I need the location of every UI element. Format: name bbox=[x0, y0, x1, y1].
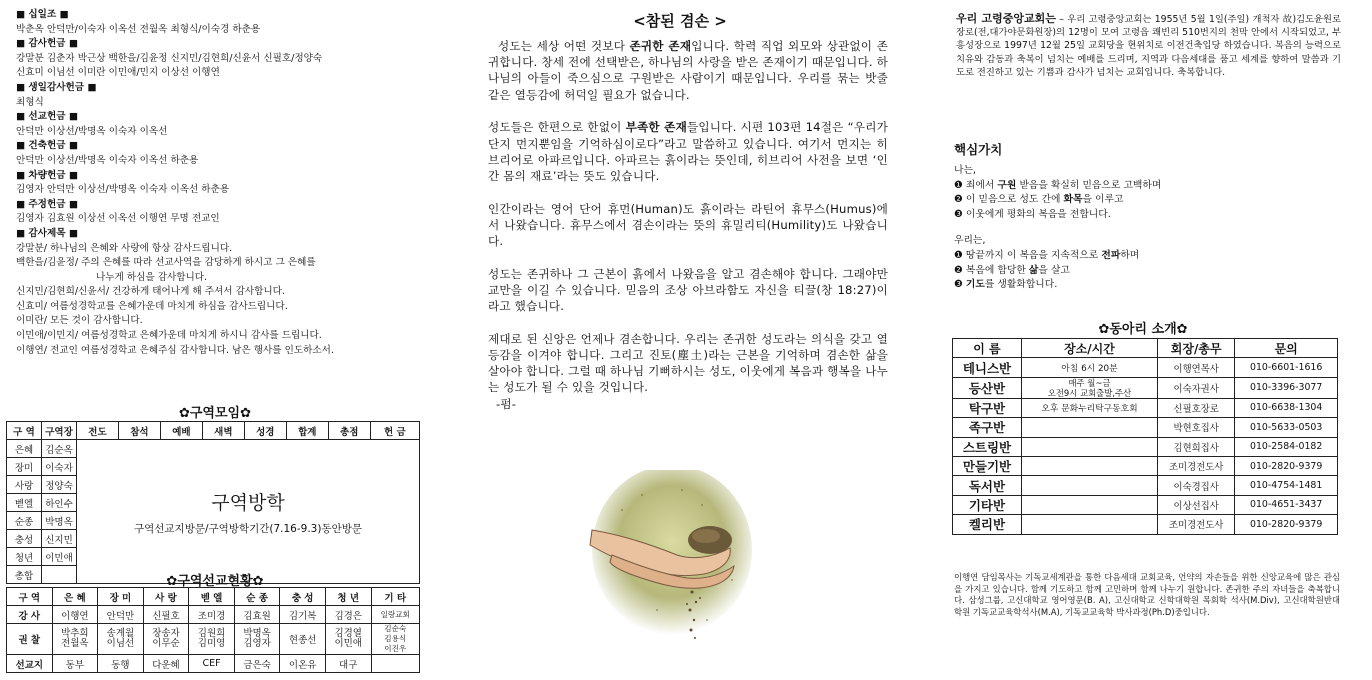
table-cell: 김순옥 bbox=[42, 440, 77, 458]
core-value-emphasis: 기도 bbox=[965, 279, 985, 291]
offering-line: 강말분 김춘자 박근상 백한을/김윤정 신지민/김현희/신윤서 신필호/정양숙 bbox=[16, 52, 323, 64]
offering-section-title: ■ 선교헌금 ■ bbox=[16, 111, 78, 123]
offering-line: 나누게 하심을 감사합니다. bbox=[96, 271, 208, 283]
table-cell: 이숙경집사 bbox=[1157, 476, 1234, 495]
table-header-cell: 예배 bbox=[160, 422, 202, 440]
table-row bbox=[953, 495, 1338, 514]
table-cell: 권 찰 bbox=[7, 624, 53, 655]
table-cell: 충성 bbox=[7, 530, 42, 548]
core-values bbox=[954, 164, 1344, 293]
table-cell: 대구 bbox=[325, 655, 371, 673]
offering-line: 박춘옥 안덕만/이숙자 이옥선 전월옥 최형식/이숙경 하춘용 bbox=[16, 23, 261, 35]
table-header-cell: 전도 bbox=[77, 422, 119, 440]
table-row bbox=[953, 377, 1338, 398]
table-cell: 금은숙 bbox=[234, 655, 280, 673]
table-row bbox=[953, 437, 1338, 456]
table-cell: 순종 bbox=[7, 512, 42, 530]
clubs-table bbox=[952, 338, 1338, 535]
table-cell: 조미경 bbox=[189, 606, 235, 624]
table-header-cell: 구 역 bbox=[7, 588, 53, 606]
offering-line: 김영자 김효원 이상선 이옥선 이행연 무명 전교인 bbox=[16, 213, 220, 225]
table-cell bbox=[1021, 418, 1157, 437]
core-value-emphasis: 구원 bbox=[997, 179, 1017, 191]
table-cell: 매주 월~금 오전9시 교회출발,주산 bbox=[1021, 377, 1157, 398]
table-cell: 이숙자 bbox=[42, 458, 77, 476]
offering-section-title: ■ 차량헌금 ■ bbox=[16, 169, 78, 181]
table-header-cell: 은 혜 bbox=[52, 588, 98, 606]
table-header-cell: 참석 bbox=[118, 422, 160, 440]
table-cell: 벧엘 bbox=[7, 494, 42, 512]
table-header-row bbox=[7, 422, 420, 440]
district-meeting-table bbox=[6, 421, 420, 584]
core-value-item: ❸ 기도를 생활화합니다. bbox=[954, 279, 1058, 291]
table-header-row bbox=[7, 588, 420, 606]
club-name: 등산반 bbox=[953, 377, 1022, 398]
table-header-cell: 사 랑 bbox=[143, 588, 189, 606]
table-cell: CEF bbox=[189, 655, 235, 673]
offering-line: 최형식 bbox=[16, 96, 44, 108]
pastor-bio: 이행연 담임목사는 기독교세계관을 통한 다음세대 교회교육, 언약의 자손들을 위한 신앙교육에 많은 관심을 가지고 있습니다. 함께 기도하고 함께 고민하며 함께 나누기 원합니다. 존귀한 주의 자녀들을 축복합니다. 삼성그룹, 고신대학교 영어영문(B. A), 고신대학교 신학대학원 목회학 석사(M.Div), 고신대학원반대 학원 기독교교육학석사(M.A), 기독교교육학 박사과정(Ph.D)중입니다. bbox=[954, 572, 1340, 618]
offering-section-title: ■ 십일조 ■ bbox=[16, 9, 69, 20]
table-header-cell: 충 성 bbox=[280, 588, 326, 606]
table-cell: 은혜 bbox=[7, 440, 42, 458]
core-value-item: ❷ 이 믿음으로 성도 간에 화목을 이루고 bbox=[954, 194, 1124, 206]
table-cell: 박현호집사 bbox=[1157, 418, 1234, 437]
offering-line: 신효미 이님선 이미란 이민애/민지 이상선 이행연 bbox=[16, 67, 220, 79]
table-cell: 정양숙 bbox=[42, 476, 77, 494]
sermon-paragraph: 성도는 존귀하나 그 근본이 흙에서 나왔음을 알고 겸손해야 합니다. 그래야만 교만을 이길 수 있습니다. 믿음의 조상 아브라함도 자신을 티끌(창 18:27)이라고 했습니다. bbox=[488, 266, 888, 314]
table-cell: 이행연목사 bbox=[1157, 358, 1234, 377]
core-value-emphasis: 전파 bbox=[1101, 249, 1121, 261]
table-cell: 하인수 bbox=[42, 494, 77, 512]
offering-line: 이행연/ 전교인 여름성경학교 은혜주심 감사합니다. 남은 행사를 인도하소서. bbox=[16, 344, 334, 356]
table-row bbox=[7, 655, 420, 673]
table-cell: 010-4651-3437 bbox=[1235, 495, 1338, 514]
table-row bbox=[7, 440, 420, 458]
table-cell: 김순숙 김용식 이진우 bbox=[371, 624, 420, 655]
table-header-cell: 청 년 bbox=[325, 588, 371, 606]
offering-section-title: ■ 감사제목 ■ bbox=[16, 227, 78, 239]
table-row bbox=[953, 476, 1338, 495]
table-cell: 010-6601-1616 bbox=[1235, 358, 1338, 377]
table-row bbox=[953, 515, 1338, 534]
offering-line: 이미란/ 모든 것이 감사합니다. bbox=[16, 315, 143, 327]
church-intro bbox=[956, 12, 1341, 79]
table-cell: 이숙자권사 bbox=[1157, 377, 1234, 398]
table-cell: 동행 bbox=[98, 655, 144, 673]
table-cell: 사랑 bbox=[7, 476, 42, 494]
table-cell bbox=[1021, 437, 1157, 456]
offering-section-title: ■ 감사헌금 ■ bbox=[16, 38, 78, 50]
table-cell: 장송자 이무순 bbox=[143, 624, 189, 655]
sermon-title: <참된 겸손 > bbox=[633, 12, 727, 30]
table-cell: 010-2584-0182 bbox=[1235, 437, 1338, 456]
table-header-cell: 성경 bbox=[244, 422, 286, 440]
table-cell: 이온유 bbox=[280, 655, 326, 673]
church-intro-text: – 우리 고령중앙교회는 1955년 5월 1일(주일) 개척자 故)김도윤원로장로(전,대가야문화원장)의 12명이 모여 고령읍 쾌빈리 510번지의 천막 안에서 시작되었고, 부흥성장으로 1997년 12월 25일 교회당을 현위치로 이전건축입당 하였습니다. 복음의 능력으로 치유와 감동과 축복이 넘치는 예배를 드리며, 지역과 다음세대를 품고 세계를 향하여 말씀과 기도로 전진하고 있는 기쁨과 감사가 넘치는 교회입니다. 축복합니다. bbox=[956, 14, 1341, 78]
table-cell: 조미경전도사 bbox=[1157, 515, 1234, 534]
core-value-emphasis: 화목 bbox=[1063, 194, 1083, 206]
table-row bbox=[953, 398, 1338, 417]
table-cell bbox=[1021, 495, 1157, 514]
offering-line: 신지민/김현희/신윤서/ 건강하게 태어나게 해 주셔서 감사합니다. bbox=[16, 286, 285, 298]
offering-line: 안덕만 이상선/박명옥 이숙자 이옥선 하춘용 bbox=[16, 154, 199, 166]
table-cell: 동부 bbox=[52, 655, 98, 673]
clubs-title: ✿동아리 소개✿ bbox=[1098, 322, 1188, 337]
sermon-paragraph: 성도는 세상 어떤 것보다 존귀한 존재입니다. 학력 직업 외모와 상관없이 존귀합니다. 창세 전에 선택받은, 하나님의 사랑을 받은 존재이기 때문입니다. 하나님의 아들이 죽으심으로 구원받은 사람이기 때문입니다. 우리를 묶는 밧줄 같은 열등감에 허덕일 필요가 없습니다. bbox=[488, 39, 889, 102]
mission-status-title: ✿구역선교현황✿ bbox=[166, 574, 264, 589]
table-header-row bbox=[953, 339, 1338, 358]
offering-line: 안덕만 이상선/박명옥 이숙자 이옥선 bbox=[16, 125, 168, 137]
offering-line: 신효미/ 여름성경학교를 은혜가운데 마치게 하심을 감사드립니다. bbox=[16, 300, 288, 312]
offering-line: 이민애/이민지/ 여름성경학교 은혜가운데 마치게 하시니 감사를 드립니다. bbox=[16, 330, 322, 342]
sermon-sign: -펌- bbox=[496, 396, 517, 411]
core-value-item: ❸ 이웃에게 평화의 복음을 전합니다. bbox=[954, 208, 1111, 220]
table-cell: 청년 bbox=[7, 548, 42, 566]
club-name: 스트링반 bbox=[953, 437, 1022, 456]
table-cell: 김원희 김미영 bbox=[189, 624, 235, 655]
district-note-main: 구역방학 bbox=[211, 491, 285, 514]
club-name: 탁구반 bbox=[953, 398, 1022, 417]
district-note-cell bbox=[77, 440, 420, 584]
club-name: 테니스반 bbox=[953, 358, 1022, 377]
table-cell: 이행연 bbox=[52, 606, 98, 624]
table-header-cell: 장 미 bbox=[98, 588, 144, 606]
table-row bbox=[953, 418, 1338, 437]
offering-section-title: ■ 생일감사헌금 ■ bbox=[16, 81, 97, 93]
table-cell: 010-4754-1481 bbox=[1235, 476, 1338, 495]
table-cell: 김경은 bbox=[325, 606, 371, 624]
table-header-cell: 헌 금 bbox=[370, 422, 419, 440]
core-value-item: ❶ 죄에서 구원 받음을 확실히 믿음으로 고백하며 bbox=[954, 179, 1162, 191]
mission-status-table bbox=[6, 587, 420, 673]
table-row bbox=[7, 624, 420, 655]
table-header-cell: 총점 bbox=[328, 422, 370, 440]
table-cell: 오후 문화누리탁구동호회 bbox=[1021, 398, 1157, 417]
table-cell: 아침 6시 20분 bbox=[1021, 358, 1157, 377]
table-cell: 이상선집사 bbox=[1157, 495, 1234, 514]
table-cell: 김기복 bbox=[280, 606, 326, 624]
core-values-i-label: 나는, bbox=[954, 165, 977, 176]
table-cell: 신필호장로 bbox=[1157, 398, 1234, 417]
table-cell: 박명옥 bbox=[42, 512, 77, 530]
hands-soil-illustration bbox=[582, 470, 752, 645]
table-header-cell: 기 타 bbox=[371, 588, 420, 606]
club-name: 기타반 bbox=[953, 495, 1022, 514]
table-cell: 강 사 bbox=[7, 606, 53, 624]
spacer bbox=[954, 222, 1344, 234]
table-header-cell: 벧 엘 bbox=[189, 588, 235, 606]
table-cell: 선교지 bbox=[7, 655, 53, 673]
offering-list bbox=[16, 8, 421, 358]
offering-line: 백한을/김윤정/ 주의 은혜를 따라 선교사역을 감당하게 하시고 그 은혜를 bbox=[16, 257, 316, 269]
table-cell bbox=[371, 655, 420, 673]
table-cell: 신지민 bbox=[42, 530, 77, 548]
club-name: 만들기반 bbox=[953, 456, 1022, 475]
sermon-paragraph: 인간이라는 영어 단어 휴먼(Human)도 흙이라는 라틴어 휴무스(Humus)에서 나왔습니다. 휴무스에서 겸손이라는 뜻의 휴밀리티(Humility)도 나왔습니다. bbox=[488, 201, 888, 249]
district-meeting-title: ✿구역모임✿ bbox=[178, 406, 252, 421]
table-header-cell: 이 름 bbox=[953, 339, 1022, 358]
district-note-sub: 구역선교지방문/구역방학기간(7.16-9.3)동안방문 bbox=[133, 522, 363, 535]
table-cell: 010-6638-1304 bbox=[1235, 398, 1338, 417]
table-header-cell: 새벽 bbox=[202, 422, 244, 440]
table-cell bbox=[1021, 515, 1157, 534]
table-header-cell: 구 역 bbox=[7, 422, 42, 440]
table-cell: 총합 bbox=[7, 566, 42, 584]
table-header-cell: 문의 bbox=[1235, 339, 1338, 358]
sermon-paragraph: 성도들은 한편으로 한없이 부족한 존재들입니다. 시편 103편 14절은 “우리가 단지 먼지뿐임을 기억하심이로다”라고 말씀하고 있습니다. 여기서 먼지는 히브리어로 아파르입니다. 아파르는 흙이라는 뜻인데, 히브리어 사전을 보면 ‘인간 몸의 재료’라는 뜻도 있습니다. bbox=[488, 120, 888, 183]
table-cell: 김효원 bbox=[234, 606, 280, 624]
table-row bbox=[7, 606, 420, 624]
table-cell: 박명옥 김영자 bbox=[234, 624, 280, 655]
club-name: 독서반 bbox=[953, 476, 1022, 495]
table-cell: 송계월 이님선 bbox=[98, 624, 144, 655]
table-row bbox=[953, 358, 1338, 377]
table-header-cell: 회장/총무 bbox=[1157, 339, 1234, 358]
table-cell: 이민애 bbox=[42, 548, 77, 566]
table-cell: 010-5633-0503 bbox=[1235, 418, 1338, 437]
offering-line: 김영자 안덕만 이상선/박명옥 이숙자 이옥선 하춘용 bbox=[16, 184, 230, 196]
core-values-title: 핵심가치 bbox=[954, 142, 1003, 157]
sermon-paragraph: 제대로 된 신앙은 언제나 겸손합니다. 우리는 존귀한 성도라는 의식을 갖고 열등감을 이겨야 합니다. 그리고 진토(塵土)라는 근본을 기억하며 겸손한 삶을 살아야 합니다. 그럴 때 하나님 기뻐하시는 성도, 이웃에게 복음과 행복을 나누는 성도가 될 수 있을 것입니다. bbox=[488, 331, 889, 395]
table-cell: 신필호 bbox=[143, 606, 189, 624]
table-header-cell: 순 종 bbox=[234, 588, 280, 606]
club-name: 켈리반 bbox=[953, 515, 1022, 534]
core-value-item: ❷ 복음에 합당한 삶을 살고 bbox=[954, 264, 1070, 276]
core-value-item: ❶ 땅끝까지 이 복음을 지속적으로 전파하며 bbox=[954, 249, 1140, 261]
table-cell: 김현희집사 bbox=[1157, 437, 1234, 456]
table-header-cell: 장소/시간 bbox=[1021, 339, 1157, 358]
table-cell: 김경열 이민애 bbox=[325, 624, 371, 655]
core-values-we-label: 우리는, bbox=[954, 235, 986, 247]
table-cell bbox=[1021, 476, 1157, 495]
church-intro-name: 우리 고령중앙교회는 bbox=[956, 12, 1056, 25]
sermon-emphasis: 존귀한 존재 bbox=[629, 39, 692, 53]
table-cell: 다운혜 bbox=[143, 655, 189, 673]
table-cell: 010-2820-9379 bbox=[1235, 456, 1338, 475]
table-cell: 박추희 전월옥 bbox=[52, 624, 98, 655]
table-cell: 일랑교회 bbox=[371, 606, 420, 624]
sermon-body bbox=[488, 38, 888, 412]
table-cell: 010-2820-9379 bbox=[1235, 515, 1338, 534]
table-row bbox=[953, 456, 1338, 475]
table-header-cell: 구역장 bbox=[42, 422, 77, 440]
core-value-emphasis: 삶 bbox=[1028, 264, 1039, 276]
sermon-emphasis: 부족한 존재 bbox=[625, 120, 687, 135]
offering-section-title: ■ 건축헌금 ■ bbox=[16, 140, 78, 152]
offering-line: 강말분/ 하나님의 은혜와 사랑에 항상 감사드립니다. bbox=[16, 242, 233, 254]
table-cell bbox=[1021, 456, 1157, 475]
table-cell: 조미경전도사 bbox=[1157, 456, 1234, 475]
table-cell: 010-3396-3077 bbox=[1235, 377, 1338, 398]
table-cell: 현종선 bbox=[280, 624, 326, 655]
offering-section-title: ■ 주정헌금 ■ bbox=[16, 198, 78, 210]
club-name: 족구반 bbox=[953, 418, 1022, 437]
table-header-cell: 합계 bbox=[286, 422, 328, 440]
table-cell: 장미 bbox=[7, 458, 42, 476]
table-cell: 안덕만 bbox=[98, 606, 144, 624]
